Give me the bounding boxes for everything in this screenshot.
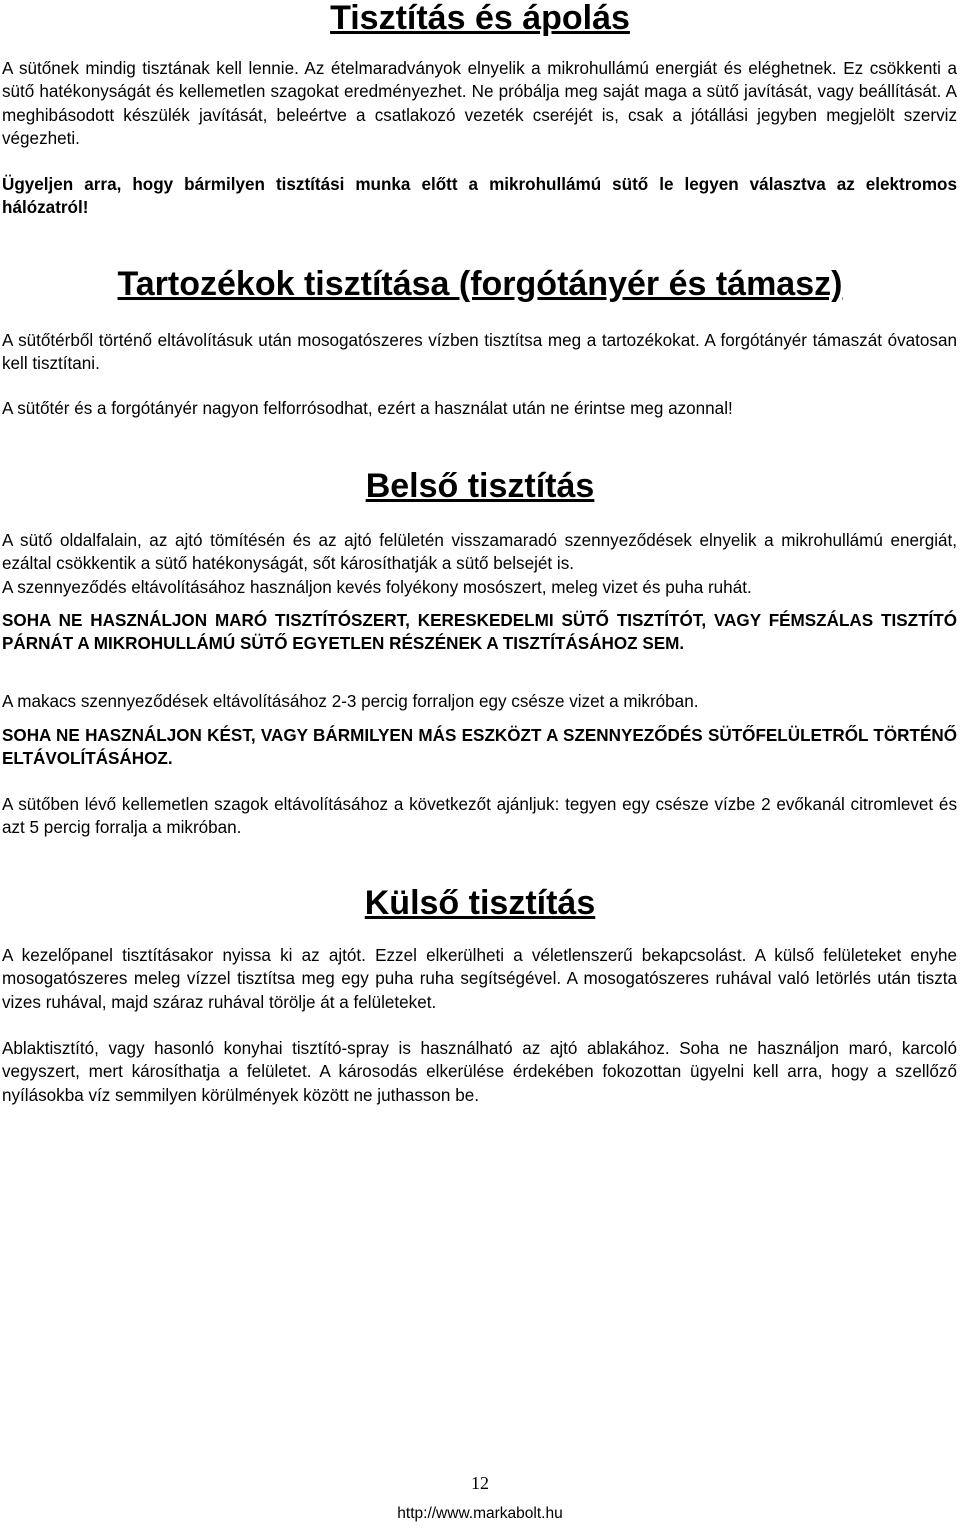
accessories-heading: Tartozékok tisztítása (forgótányér és támasz): [117, 265, 843, 303]
accessories-paragraph-1: A sütőtérből történő eltávolításuk után mosogatószeres vízben tisztítsa meg a tartozékokat. A forgótányér támaszát óvatosan kell tisztítani.: [2, 331, 957, 374]
outer-paragraph-2: Ablaktisztító, vagy hasonló konyhai tisztító-spray is használható az ajtó ablakához. Soha ne használjon maró, karcoló vegyszert, mert károsíthatja a felületet. A károsodás elkerülése érdekében fokozottan ügyelni kell arra, hogy a szellőző nyílásokba víz semmilyen körülmények között ne juthasson be.: [2, 1039, 957, 1105]
page-title: Tisztítás és ápolás: [330, 0, 630, 37]
footer-url: http://www.markabolt.hu: [397, 1505, 563, 1522]
disconnect-warning: Ügyeljen arra, hogy bármilyen tisztítási munka előtt a mikrohullámú sütő le legyen választva az elektromos hálózatról!: [2, 175, 957, 218]
accessories-paragraph-2: A sütőtér és a forgótányér nagyon felforrósodhat, ezért a használat után ne érintse meg azonnal!: [2, 399, 733, 418]
inner-paragraph-1: A sütő oldalfalain, az ajtó tömítésén és az ajtó felületén visszamaradó szennyeződések elnyelik a mikrohullámú energiát, ezáltal csökkentik a sütő hatékonyságát, sőt károsíthatják a sütő belsejét is.: [2, 531, 957, 574]
page-number: 12: [471, 1473, 489, 1493]
outer-paragraph-1: A kezelőpanel tisztításakor nyissa ki az ajtót. Ezzel elkerülheti a véletlenszerű bekapcsolást. A külső felületeket enyhe mosogatószeres meleg vízzel tisztítsa meg egy puha ruha segítségével. A mosogatószeres ruhával való letörlés után tiszta vizes ruhával, majd száraz ruhával törölje át a felületeket.: [2, 946, 957, 1012]
inner-warning-1: SOHA NE HASZNÁLJON MARÓ TISZTÍTÓSZERT, KERESKEDELMI SÜTŐ TISZTÍTÓT, VAGY FÉMSZÁLAS TISZTÍTÓ PÁRNÁT A MIKROHULLÁMÚ SÜTŐ EGYETLEN RÉSZÉNEK A TISZTÍTÁSÁHOZ SEM.: [2, 611, 957, 654]
inner-paragraph-4: A sütőben lévő kellemetlen szagok eltávolításához a következőt ajánljuk: tegyen egy csésze vízbe 2 evőkanál citromlevet és azt 5 percig forralja a mikróban.: [2, 795, 957, 838]
inner-warning-2: SOHA NE HASZNÁLJON KÉST, VAGY BÁRMILYEN MÁS ESZKÖZT A SZENNYEZŐDÉS SÜTŐFELÜLETRŐL TÖRTÉNŐ ELTÁVOLÍTÁSÁHOZ.: [2, 726, 957, 769]
inner-paragraph-3: A makacs szennyeződések eltávolításához 2-3 percig forraljon egy csésze vizet a mikróban.: [2, 692, 699, 711]
outer-cleaning-heading: Külső tisztítás: [364, 884, 596, 922]
intro-paragraph: A sütőnek mindig tisztának kell lennie. Az ételmaradványok elnyelik a mikrohullámú energiát és eléghetnek. Ez csökkenti a sütő hatékonyságát és kellemetlen szagokat eredményezhet. Ne próbálja meg saját maga a sütő javítását, vagy beállítását. A meghibásodott készülék javítását, beleértve a csatlakozó vezeték cseréjét is, csak a jótállási jegyben megjelölt szerviz végezheti.: [2, 59, 957, 148]
inner-cleaning-heading: Belső tisztítás: [365, 467, 595, 505]
inner-paragraph-2: A szennyeződés eltávolításához használjon kevés folyékony mosószert, meleg vizet és puha ruhát.: [2, 578, 752, 597]
